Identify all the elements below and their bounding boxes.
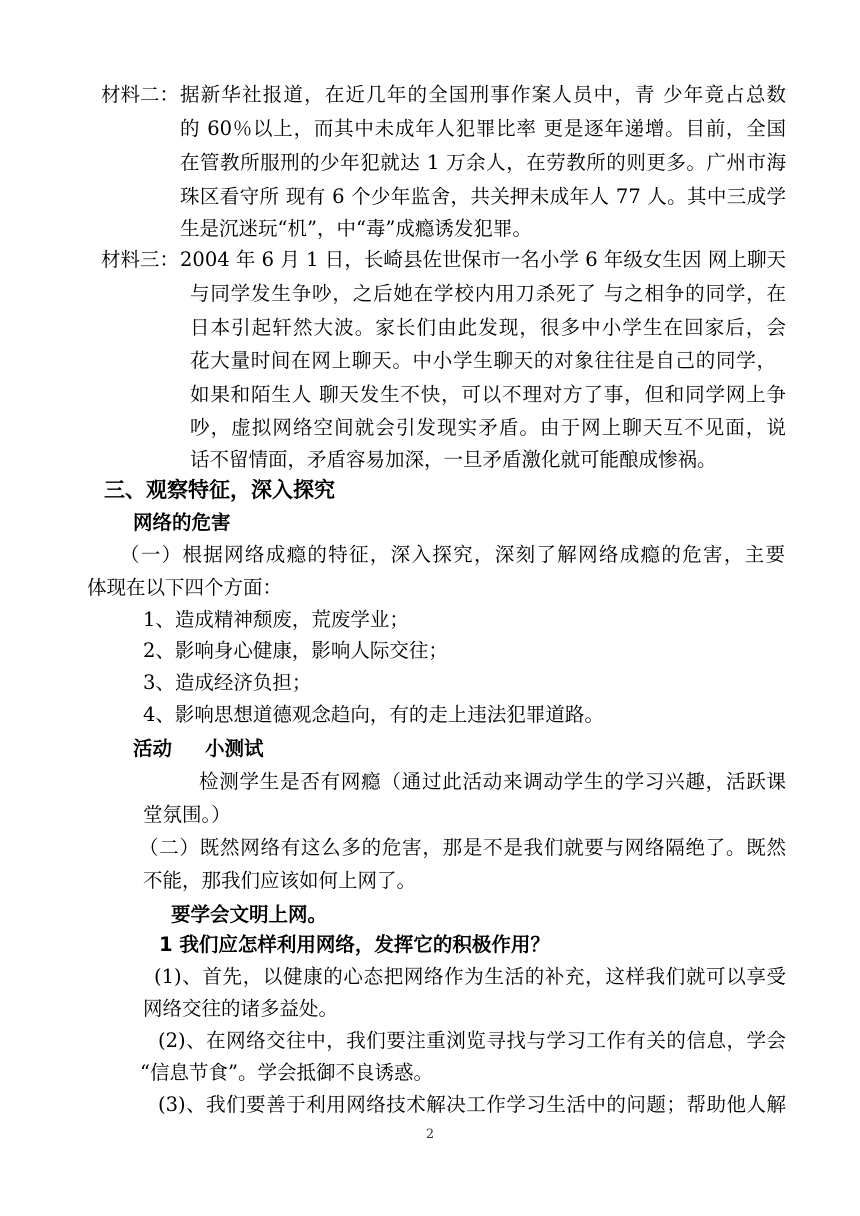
list-item: 4、影响思想道德观念趋向，有的走上违法犯罪道路。	[143, 703, 604, 726]
material-3-line: 日本引起轩然大波。家长们由此发现，很多中小学生在回家后，会	[190, 316, 786, 339]
material-3-line: 话不留情面，矛盾容易加深，一旦矛盾激化就可能酿成惨祸。	[190, 448, 717, 471]
material-2-line: 据新华社报道，在近几年的全国刑事作案人员中，青 少年竟占总数	[180, 83, 786, 106]
material-2-line: 生是沉迷玩“机”，中“毒”成瘾诱发犯罪。	[180, 217, 532, 240]
paragraph-line: 体现在以下四个方面：	[87, 576, 283, 599]
point-line: (1)、首先，以健康的心态把网络作为生活的补充，这样我们就可以享受	[154, 965, 786, 988]
point-line: (2)、在网络交往中，我们要注重浏览寻找与学习工作有关的信息，学会	[158, 1029, 786, 1052]
list-item: 3、造成经济负担；	[143, 671, 312, 694]
material-2-line: 在管教所服刑的少年犯就达 1 万余人，在劳教所的则更多。广州市海	[180, 151, 786, 174]
point-line: 网络交往的诸多益处。	[143, 997, 339, 1020]
list-item: 2、影响身心健康，影响人际交往；	[143, 639, 448, 662]
activity-label: 活动	[133, 737, 173, 760]
material-3-line: 与同学发生争吵，之后她在学校内用刀杀死了 与之相争的同学，在	[190, 282, 786, 305]
civil-heading: 要学会文明上网。	[171, 903, 328, 926]
material-3-line: 吵，虚拟网络空间就会引发现实矛盾。由于网上聊天互不见面，说	[190, 416, 786, 439]
material-3-line: 2004 年 6 月 1 日，长崎县佐世保市一名小学 6 年级女生因 网上聊天	[180, 248, 786, 271]
point-line: (3)、我们要善于利用网络技术解决工作学习生活中的问题；帮助他人解	[158, 1093, 786, 1116]
material-3-line: 如果和陌生人 聊天发生不快，可以不理对方了事，但和同学网上争	[190, 383, 786, 406]
paragraph-line: （一）根据网络成瘾的特征，深入探究，深刻了解网络成瘾的危害，主要	[120, 543, 785, 566]
paragraph-line: （二）既然网络有这么多的危害，那是不是我们就要与网络隔绝了。既然	[139, 836, 786, 859]
material-2-label: 材料二：	[101, 83, 180, 106]
section-subheading: 网络的危害	[133, 511, 231, 534]
material-2-line: 珠区看守所 现有 6 个少年监舍，共关押未成年人 77 人。其中三成学	[180, 185, 786, 208]
activity-title: 小测试	[205, 737, 264, 760]
paragraph-line: 不能，那我们应该如何上网了。	[143, 869, 417, 892]
section-heading: 三、观察特征，深入探究	[104, 478, 335, 502]
material-3-label: 材料三：	[101, 248, 180, 271]
page-number: 2	[425, 1127, 435, 1142]
paragraph-line: 堂氛围。）	[143, 803, 231, 826]
question-heading: 1 我们应怎样利用网络，发挥它的积极作用？	[159, 933, 550, 956]
paragraph-line: 检测学生是否有网瘾（通过此活动来调动学生的学习兴趣，活跃课	[199, 770, 786, 793]
material-3-line: 花大量时间在网上聊天。中小学生聊天的对象往往是自己的同学，	[190, 349, 776, 372]
material-2-line: 的 60％以上，而其中未成年人犯罪比率 更是逐年递增。目前，全国	[180, 117, 786, 140]
list-item: 1、造成精神颓废，荒废学业；	[143, 608, 409, 631]
point-line: “信息节食”。学会抵御不良诱惑。	[140, 1061, 433, 1084]
